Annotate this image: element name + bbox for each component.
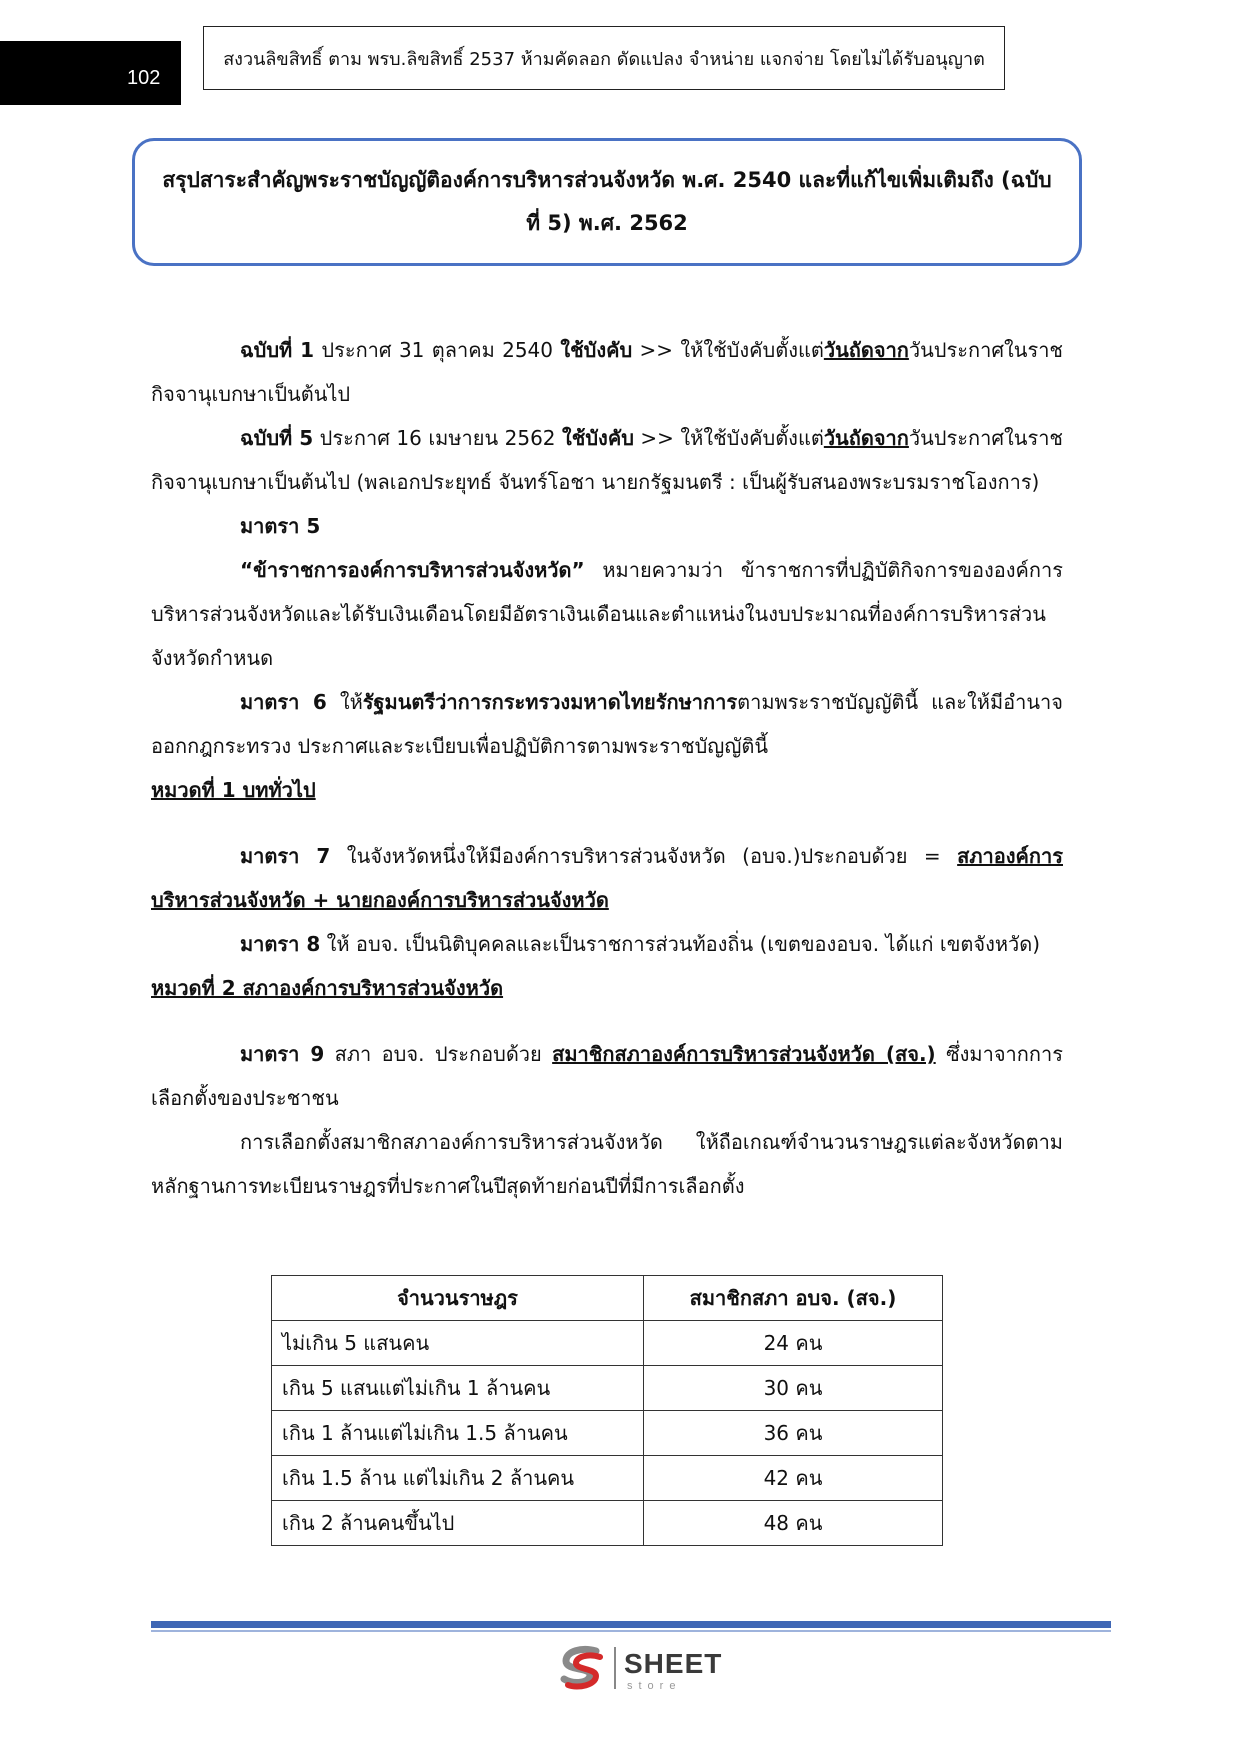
table-header-row bbox=[272, 1276, 943, 1321]
section-6-paragraph bbox=[151, 680, 1063, 768]
population-members-table bbox=[271, 1275, 943, 1546]
section-5-label: มาตรา 5 bbox=[240, 514, 321, 538]
section-9-emphasis: สมาชิกสภาองค์การบริหารส่วนจังหวัด (สจ.) bbox=[552, 1042, 936, 1066]
population-cell: ไม่เกิน 5 แสนคน bbox=[272, 1321, 644, 1366]
amendment-5-tail: วันประกาศในราชกิจจานุเบกษาเป็นต้นไป (พลเอกประยุทธ์ จันทร์โอชา นายกรัฐมนตรี : เป็นผู้รับสนองพระบรมราชโองการ) bbox=[151, 426, 1063, 494]
table-row bbox=[272, 1501, 943, 1546]
title-line-1: สรุปสาระสำคัญพระราชบัญญัติองค์การบริหารส่วนจังหวัด พ.ศ. 2540 และที่แก้ไขเพิ่มเติมถึง (ฉบับ bbox=[162, 168, 1052, 192]
amendment-5-emphasis: วันถัดจาก bbox=[823, 426, 909, 450]
amendment-1-emphasis: วันถัดจาก bbox=[823, 338, 909, 362]
table-row bbox=[272, 1321, 943, 1366]
footer-divider-shadow bbox=[151, 1630, 1111, 1632]
section-9-label: มาตรา 9 bbox=[240, 1042, 325, 1066]
header-population: จำนวนราษฎร bbox=[272, 1276, 644, 1321]
page-number-box bbox=[0, 41, 181, 105]
members-cell: 30 คน bbox=[644, 1366, 943, 1411]
amendment-5-date: ประกาศ 16 เมษายน 2562 bbox=[313, 426, 563, 450]
section-9-text-1: สภา อบจ. ประกอบด้วย bbox=[324, 1042, 553, 1066]
members-cell: 24 คน bbox=[644, 1321, 943, 1366]
population-cell: เกิน 1.5 ล้าน แต่ไม่เกิน 2 ล้านคน bbox=[272, 1456, 644, 1501]
section-8-text: ให้ อบจ. เป็นนิติบุคคลและเป็นราชการส่วนท้องถิ่น (เขตของอบจ. ได้แก่ เขตจังหวัด) bbox=[320, 932, 1041, 956]
section-5-text: หมายความว่า ข้าราชการที่ปฏิบัติกิจการขององค์การบริหารส่วนจังหวัดและได้รับเงินเดือนโดยมีอัตราเงินเดือนและตำแหน่งในงบประมาณที่องค์การบริหารส่วนจังหวัดกำหนด bbox=[151, 558, 1063, 670]
election-criteria-paragraph: การเลือกตั้งสมาชิกสภาองค์การบริหารส่วนจังหวัด ให้ถือเกณฑ์จำนวนราษฎรแต่ละจังหวัดตามหลักฐานการทะเบียนราษฎรที่ประกาศในปีสุดท้ายก่อนปีที่มีการเลือกตั้ง bbox=[151, 1130, 1063, 1198]
population-cell: เกิน 2 ล้านคนขึ้นไป bbox=[272, 1501, 644, 1546]
amendment-1-tail: วันประกาศในราชกิจจานุเบกษาเป็นต้นไป bbox=[151, 338, 1064, 406]
amendment-1-label: ฉบับที่ 1 bbox=[240, 338, 315, 362]
members-cell: 48 คน bbox=[644, 1501, 943, 1546]
summary-title bbox=[162, 159, 1051, 245]
header-council-members: สมาชิกสภา อบจ. (สจ.) bbox=[644, 1276, 943, 1321]
members-cell: 42 คน bbox=[644, 1456, 943, 1501]
section-6-label: มาตรา 6 bbox=[240, 690, 327, 714]
amendment-1-enforce-label: ใช้บังคับ bbox=[560, 338, 633, 362]
section-6-text-2: ตามพระราชบัญญัตินี้ และให้มีอำนาจออกกฎกระทรวง ประกาศและระเบียบเพื่อปฏิบัติการตามพระราชบัญญัตินี้ bbox=[151, 690, 1063, 758]
document-body bbox=[151, 328, 1063, 1208]
population-cell: เกิน 5 แสนแต่ไม่เกิน 1 ล้านคน bbox=[272, 1366, 644, 1411]
chapter-1-heading: หมวดที่ 1 บททั่วไป bbox=[151, 778, 316, 802]
table-row bbox=[272, 1411, 943, 1456]
amendment-5-enforce-label: ใช้บังคับ bbox=[562, 426, 634, 450]
section-8-label: มาตรา 8 bbox=[240, 932, 321, 956]
page-number: 102 bbox=[127, 67, 161, 89]
logo-subtext: store bbox=[627, 1680, 682, 1692]
footer-divider bbox=[151, 1621, 1111, 1628]
amendment-1-date: ประกาศ 31 ตุลาคม 2540 bbox=[314, 338, 561, 362]
section-9-paragraph bbox=[151, 1032, 1063, 1120]
summary-title-box bbox=[132, 138, 1082, 266]
section-7-emphasis: สภาองค์การบริหารส่วนจังหวัด + นายกองค์การบริหารส่วนจังหวัด bbox=[151, 844, 1063, 912]
title-line-2: ที่ 5) พ.ศ. 2562 bbox=[526, 211, 688, 235]
section-9-text-2: ซึ่งมาจากการเลือกตั้งของประชาชน bbox=[151, 1042, 1063, 1110]
amendment-5-paragraph bbox=[151, 416, 1063, 504]
section-7-paragraph bbox=[151, 834, 1063, 922]
logo-separator bbox=[614, 1647, 616, 1689]
section-5-definition bbox=[151, 548, 1063, 680]
section-8-paragraph bbox=[151, 922, 1063, 966]
amendment-1-enforce-text: >> ให้ใช้บังคับตั้งแต่ bbox=[632, 338, 824, 362]
section-6-emphasis: รัฐมนตรีว่าการกระทรวงมหาดไทยรักษาการ bbox=[362, 690, 738, 714]
members-cell: 36 คน bbox=[644, 1411, 943, 1456]
copyright-notice: สงวนลิขสิทธิ์ ตาม พรบ.ลิขสิทธิ์ 2537 ห้ามคัดลอก ดัดแปลง จำหน่าย แจกจ่าย โดยไม่ได้รับอนุญาต bbox=[203, 26, 1005, 90]
section-6-text-1: ให้ bbox=[326, 690, 363, 714]
section-7-label: มาตรา 7 bbox=[240, 844, 331, 868]
amendment-1-paragraph bbox=[151, 328, 1063, 416]
amendment-5-label: ฉบับที่ 5 bbox=[240, 426, 314, 450]
section-7-text: ในจังหวัดหนึ่งให้มีองค์การบริหารส่วนจังหวัด (อบจ.)ประกอบด้วย = bbox=[330, 844, 958, 868]
amendment-5-enforce-text: >> ให้ใช้บังคับตั้งแต่ bbox=[633, 426, 824, 450]
table-row bbox=[272, 1456, 943, 1501]
logo-wordmark: SHEET bbox=[624, 1648, 723, 1679]
section-5-term: “ข้าราชการองค์การบริหารส่วนจังหวัด” bbox=[240, 558, 585, 582]
table-row bbox=[272, 1366, 943, 1411]
chapter-2-heading: หมวดที่ 2 สภาองค์การบริหารส่วนจังหวัด bbox=[151, 976, 504, 1000]
population-cell: เกิน 1 ล้านแต่ไม่เกิน 1.5 ล้านคน bbox=[272, 1411, 644, 1456]
